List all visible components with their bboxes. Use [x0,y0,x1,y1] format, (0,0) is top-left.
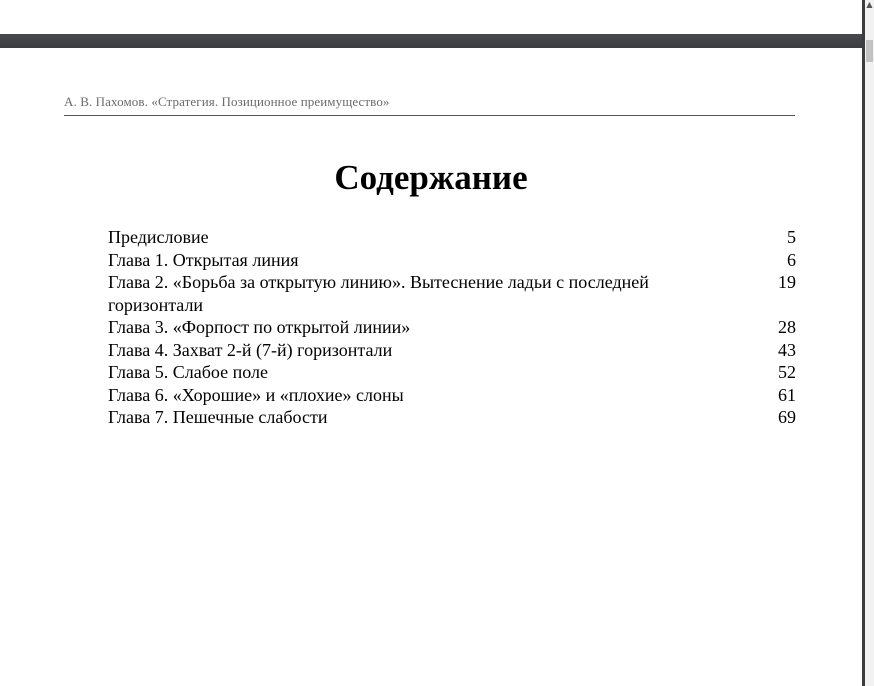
toc-entry[interactable] [108,406,796,429]
toc-entry-label: Глава 4. Захват 2-й (7-й) горизонтали [108,339,393,360]
document-page [0,48,862,686]
page-title: Содержание [334,158,528,197]
toc-entry[interactable] [108,249,796,272]
toc-entry-page: 6 [787,249,796,270]
toc-entry-label: Глава 2. «Борьба за открытую линию». Вытеснение ладьи с последней горизонтали [108,272,649,315]
toc-entry[interactable] [108,339,796,362]
scroll-up-icon[interactable]: ▲ [866,0,873,9]
toc-entry-label: Глава 7. Пешечные слабости [108,407,328,427]
toc-entry-label: Глава 3. «Форпост по открытой линии» [108,317,411,337]
page-separator [0,34,862,48]
toc-entry-page: 28 [778,317,796,337]
toc-entry[interactable] [108,271,796,316]
toc-entry-page: 69 [778,407,796,427]
table-of-contents [108,226,796,429]
toc-entry-label: Глава 5. Слабое поле [108,362,268,382]
toc-entry-page: 19 [778,272,796,292]
toc-entry-label: Глава 6. «Хорошие» и «плохие» слоны [108,384,404,405]
toc-entry-page: 52 [778,362,796,382]
header-rule [64,115,795,116]
toc-entry-page: 43 [778,339,796,360]
toc-entry-label: Глава 1. Открытая линия [108,249,299,270]
toc-entry-label: Предисловие [108,227,209,247]
vertical-scrollbar[interactable] [865,0,874,686]
toc-entry-page: 5 [787,227,796,247]
scrollbar-thumb[interactable] [866,40,873,62]
previous-page-bottom [0,0,862,34]
toc-entry-page: 61 [778,384,796,405]
running-header: А. В. Пахомов. «Стратегия. Позиционное преимущество» [64,94,390,109]
toc-entry[interactable] [108,226,796,249]
toc-entry[interactable] [108,316,796,339]
toc-entry[interactable] [108,361,796,384]
toc-entry[interactable] [108,384,796,407]
